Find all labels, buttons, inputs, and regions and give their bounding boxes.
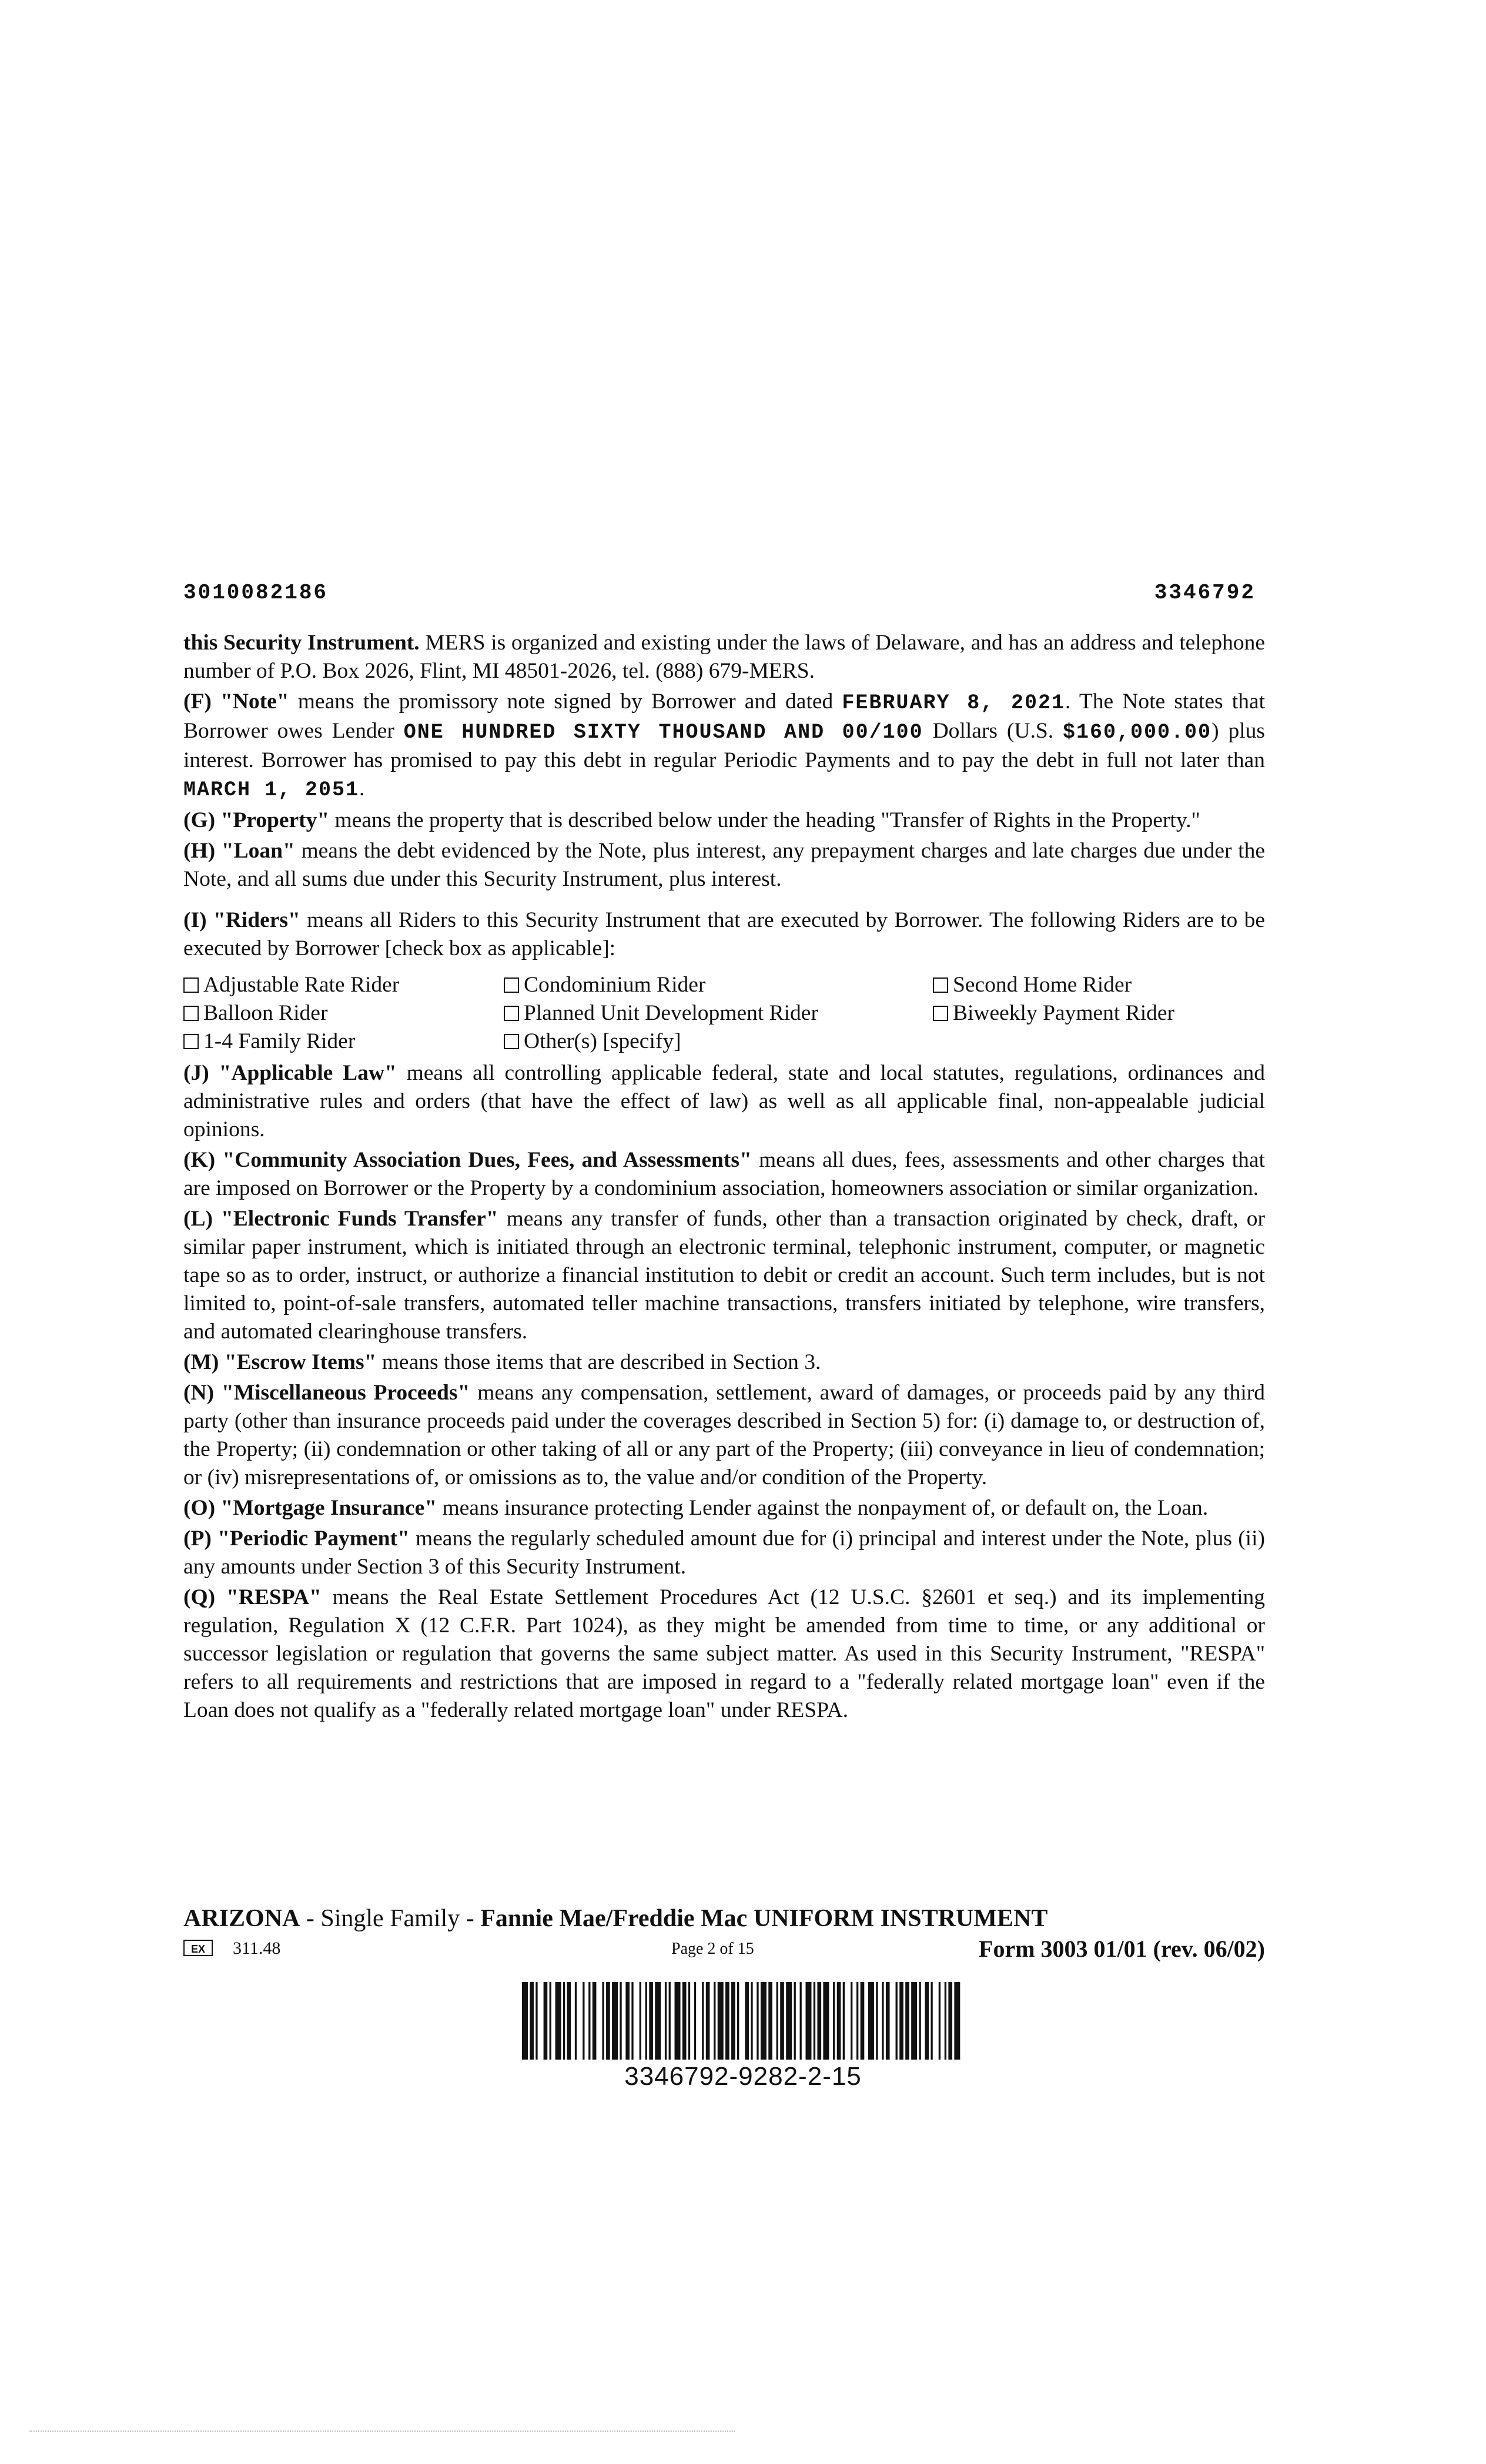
footer-row <box>183 1935 1265 1964</box>
barcode-bar <box>931 1982 932 2060</box>
barcode-bar <box>954 1982 960 2060</box>
rider-biweekly-payment[interactable] <box>933 999 1265 1027</box>
barcode-bar <box>567 1982 571 2060</box>
barcode-bar <box>682 1982 687 2060</box>
note-label: (F) "Note" <box>183 689 289 714</box>
barcode-bar <box>645 1982 647 2060</box>
note-amount-words: ONE HUNDRED SIXTY THOUSAND AND 00/100 <box>403 721 923 744</box>
paragraph-escrow-items <box>183 1348 1265 1377</box>
applicable-law-text: means all controlling applicable federal, state and local statutes, regulations, ordinances and administrative rules and orders (that have the effect of law) as well as all applicable final, non-appealable judicial opinions. <box>183 1061 1265 1141</box>
checkbox-icon[interactable] <box>504 1034 519 1049</box>
mortgage-insurance-text: means insurance protecting Lender against the nonpayment of, or default on, the Loan. <box>437 1496 1209 1520</box>
rider-label: Adjustable Rate Rider <box>203 973 400 997</box>
rider-label: 1-4 Family Rider <box>203 1029 356 1053</box>
paragraph-periodic-payment <box>183 1525 1265 1581</box>
form-number: Form 3003 01/01 (rev. 06/02) <box>979 1936 1265 1962</box>
note-text-5: . <box>359 776 365 801</box>
footer-title <box>183 1904 1047 1933</box>
barcode-bar <box>911 1982 917 2060</box>
barcode-bar <box>602 1982 604 2060</box>
paragraph-intro <box>183 629 1265 685</box>
electronic-funds-text: means any transfer of funds, other than a transaction originated by check, draft, or similar paper instrument, which is initiated through an electronic terminal, telephonic instrument, computer, or magnetic tape so as to order, instruct, or authorize a financial institution to debit or credit an account. Such term includes, but is not limited to, point-of-sale transfers, automated teller machine transactions, transfers initiated by telephone, wire transfers, and automated clearinghouse transfers. <box>183 1207 1265 1344</box>
paragraph-mortgage-insurance <box>183 1494 1265 1522</box>
barcode-bar <box>583 1982 584 2060</box>
paragraph-electronic-funds <box>183 1205 1265 1346</box>
barcode-bar <box>919 1982 921 2060</box>
rider-second-home[interactable] <box>933 971 1265 999</box>
paragraph-applicable-law <box>183 1059 1265 1144</box>
barcode-bar <box>649 1982 653 2060</box>
escrow-items-label: (M) "Escrow Items" <box>183 1350 377 1374</box>
riders-checklist <box>183 971 1265 1056</box>
barcode-bar <box>768 1982 772 2060</box>
form-code: 311.48 <box>233 1939 281 1958</box>
loan-text: means the debt evidenced by the Note, plus interest, any prepayment charges and late charges due under the Note, and all sums due under this Security Instrument, plus interest. <box>183 839 1265 891</box>
paragraph-community-association <box>183 1146 1265 1203</box>
riders-label: (I) "Riders" <box>183 908 300 932</box>
barcode-bar <box>823 1982 829 2060</box>
page-number: Page 2 of 15 <box>671 1940 754 1958</box>
checkbox-icon[interactable] <box>504 1006 519 1021</box>
barcode-bar <box>694 1982 696 2060</box>
barcode-bar <box>731 1982 735 2060</box>
barcode-bar <box>550 1982 551 2060</box>
rider-label: Balloon Rider <box>203 1001 328 1025</box>
misc-proceeds-text: means any compensation, settlement, award of damages, or proceeds paid by any third party (other than insurance proceeds paid under the coverages described in Section 5) for: (i) damage to, or destruction of, the Property; (ii) condemnation or other taking of all or any part of the Property; (iii) conveyance in lieu of condemnation; or (iv) misrepresentations of, or omissions as to, the value and/or condition of the Property. <box>183 1381 1265 1489</box>
barcode-bar <box>851 1982 852 2060</box>
barcode-bar <box>706 1982 710 2060</box>
barcode-bar <box>640 1982 641 2060</box>
barcode-bar <box>606 1982 610 2060</box>
note-date: FEBRUARY 8, 2021 <box>842 691 1066 715</box>
form-logo-icon: EX <box>183 1940 213 1956</box>
rider-label: Condominium Rider <box>524 973 706 997</box>
barcode-bar <box>544 1982 548 2060</box>
rider-label: Planned Unit Development Rider <box>524 1001 818 1025</box>
barcode-bar <box>702 1982 704 2060</box>
barcode-bar <box>737 1982 739 2060</box>
rider-condominium[interactable] <box>504 971 933 999</box>
barcode-bar <box>530 1982 534 2060</box>
checkbox-icon[interactable] <box>933 1006 948 1021</box>
barcode-number: 3346792-9282-2-15 <box>624 2062 862 2091</box>
barcode-bar <box>886 1982 890 2060</box>
barcode-bar <box>655 1982 661 2060</box>
barcode-bar <box>757 1982 758 2060</box>
barcode-bar <box>925 1982 929 2060</box>
paragraph-misc-proceeds <box>183 1379 1265 1492</box>
barcode-bar <box>882 1982 883 2060</box>
barcode-bar <box>669 1982 671 2060</box>
barcode-bar <box>665 1982 667 2060</box>
barcode-bar <box>714 1982 715 2060</box>
barcode-bar <box>861 1982 865 2060</box>
note-maturity-date: MARCH 1, 2051 <box>183 778 360 802</box>
riders-text: means all Riders to this Security Instrument that are executed by Borrower. The following Riders are to be executed by Borrower [check box as applicable]: <box>183 908 1266 960</box>
intro-bold: this Security Instrument. <box>183 631 420 655</box>
checkbox-icon[interactable] <box>183 1006 199 1021</box>
barcode-bar <box>563 1982 565 2060</box>
barcode-bar <box>833 1982 835 2060</box>
rider-label: Second Home Rider <box>953 973 1132 997</box>
barcode-bar <box>725 1982 729 2060</box>
barcode-bar <box>625 1982 630 2060</box>
note-text-1: means the promissory note signed by Borrower and dated <box>289 689 842 714</box>
checkbox-icon[interactable] <box>183 1034 199 1049</box>
barcode-bar <box>905 1982 909 2060</box>
barcode-bar <box>805 1982 811 2060</box>
footer-instrument: Fannie Mae/Freddie Mac UNIFORM INSTRUMENT <box>480 1905 1048 1932</box>
barcode-bar <box>593 1982 597 2060</box>
respa-text: means the Real Estate Settlement Procedures Act (12 U.S.C. §2601 et seq.) and its implementing regulation, Regulation X (12 C.F.R. Part 1024), as they might be amended from time to time, or any additional or successor legislation or regulation that governs the same subject matter. As used in this Security Instrument, "RESPA" refers to all requirements and restrictions that are imposed in regard to a "federally related mortgage loan" even if the Loan does not qualify as a "federally related mortgage loan" under RESPA. <box>183 1585 1265 1722</box>
barcode-bar <box>948 1982 952 2060</box>
community-association-label: (K) "Community Association Dues, Fees, and Assessments" <box>183 1148 752 1172</box>
barcode-bar <box>780 1982 784 2060</box>
checkbox-icon[interactable] <box>183 977 199 993</box>
spacer <box>183 896 1265 906</box>
barcode-bar <box>761 1982 767 2060</box>
misc-proceeds-label: (N) "Miscellaneous Proceeds" <box>183 1381 470 1405</box>
note-text-2: . The Note states that Borrower owes Lender <box>183 689 1266 743</box>
barcode-bar <box>777 1982 778 2060</box>
barcode-bar <box>837 1982 841 2060</box>
barcode-bar <box>575 1982 577 2060</box>
barcode-bar <box>945 1982 946 2060</box>
barcode-bar <box>612 1982 618 2060</box>
scan-artifact-line <box>29 2430 735 2432</box>
checkbox-icon[interactable] <box>933 977 948 993</box>
footer-family: - Single Family - <box>300 1905 481 1932</box>
barcode-bar <box>817 1982 821 2060</box>
document-body <box>183 629 1265 1727</box>
rider-1-4-family[interactable] <box>183 1027 504 1056</box>
checkbox-icon[interactable] <box>504 977 519 993</box>
barcode-bar <box>555 1982 561 2060</box>
paragraph-respa <box>183 1583 1265 1725</box>
barcode-bar <box>536 1982 537 2060</box>
periodic-payment-text: means the regularly scheduled amount due for (i) principal and interest under the Note, plus (ii) any amounts under Section 3 of this Security Instrument. <box>183 1526 1266 1579</box>
respa-label: (Q) "RESPA" <box>183 1585 322 1609</box>
loan-number-left: 3010082186 <box>183 581 329 605</box>
barcode-icon <box>522 1982 964 2060</box>
note-text-4: ) plus interest. Borrower has promised to pay this debt in regular Periodic Payments and to pay the debt in full not later than <box>183 719 1265 772</box>
barcode-bar <box>620 1982 621 2060</box>
barcode-bar <box>896 1982 898 2060</box>
barcode-bar <box>631 1982 633 2060</box>
barcode-bar <box>751 1982 752 2060</box>
rider-adjustable-rate[interactable] <box>183 971 504 999</box>
barcode-bar <box>522 1982 528 2060</box>
rider-others[interactable] <box>504 1027 933 1056</box>
barcode-bar <box>688 1982 690 2060</box>
barcode-bar <box>814 1982 815 2060</box>
barcode-bar <box>794 1982 796 2060</box>
intro-text: MERS is organized and existing under the laws of Delaware, and has an address and telephone number of P.O. Box 2026, Flint, MI 48501-2026, tel. (888) 679-MERS. <box>183 631 1265 683</box>
paragraph-loan <box>183 837 1265 893</box>
barcode-bar <box>899 1982 903 2060</box>
paragraph-property <box>183 806 1265 835</box>
community-association-text: means all dues, fees, assessments and other charges that are imposed on Borrower or the Property by a condominium association, homeowners association or similar organization. <box>183 1148 1265 1200</box>
barcode-bar <box>800 1982 802 2060</box>
barcode-bar <box>745 1982 749 2060</box>
rider-planned-unit-development[interactable] <box>504 999 933 1027</box>
rider-label: Biweekly Payment Rider <box>953 1001 1175 1025</box>
periodic-payment-label: (P) "Periodic Payment" <box>183 1526 410 1551</box>
barcode-bar <box>939 1982 941 2060</box>
barcode-bar <box>843 1982 845 2060</box>
loan-label: (H) "Loan" <box>183 839 295 863</box>
mortgage-insurance-label: (O) "Mortgage Insurance" <box>183 1496 437 1520</box>
barcode-bar <box>876 1982 878 2060</box>
loan-number-right: 3346792 <box>1154 581 1256 605</box>
paragraph-riders <box>183 906 1265 963</box>
property-text: means the property that is described below under the heading "Transfer of Rights in the Property." <box>329 808 1200 832</box>
paragraph-note <box>183 688 1265 804</box>
rider-balloon[interactable] <box>183 999 504 1027</box>
property-label: (G) "Property" <box>183 808 330 832</box>
electronic-funds-label: (L) "Electronic Funds Transfer" <box>183 1207 498 1231</box>
barcode-bar <box>786 1982 792 2060</box>
barcode-bar <box>856 1982 858 2060</box>
barcode-bar <box>588 1982 590 2060</box>
applicable-law-label: (J) "Applicable Law" <box>183 1061 397 1085</box>
barcode-bar <box>718 1982 724 2060</box>
footer-state: ARIZONA <box>183 1905 300 1932</box>
barcode-bar <box>868 1982 874 2060</box>
barcode-bar <box>675 1982 681 2060</box>
note-amount: $160,000.00 <box>1063 721 1212 744</box>
note-text-3: Dollars (U.S. <box>923 719 1063 743</box>
escrow-items-text: means those items that are described in Section 3. <box>376 1350 821 1374</box>
rider-label: Other(s) [specify] <box>524 1029 681 1053</box>
